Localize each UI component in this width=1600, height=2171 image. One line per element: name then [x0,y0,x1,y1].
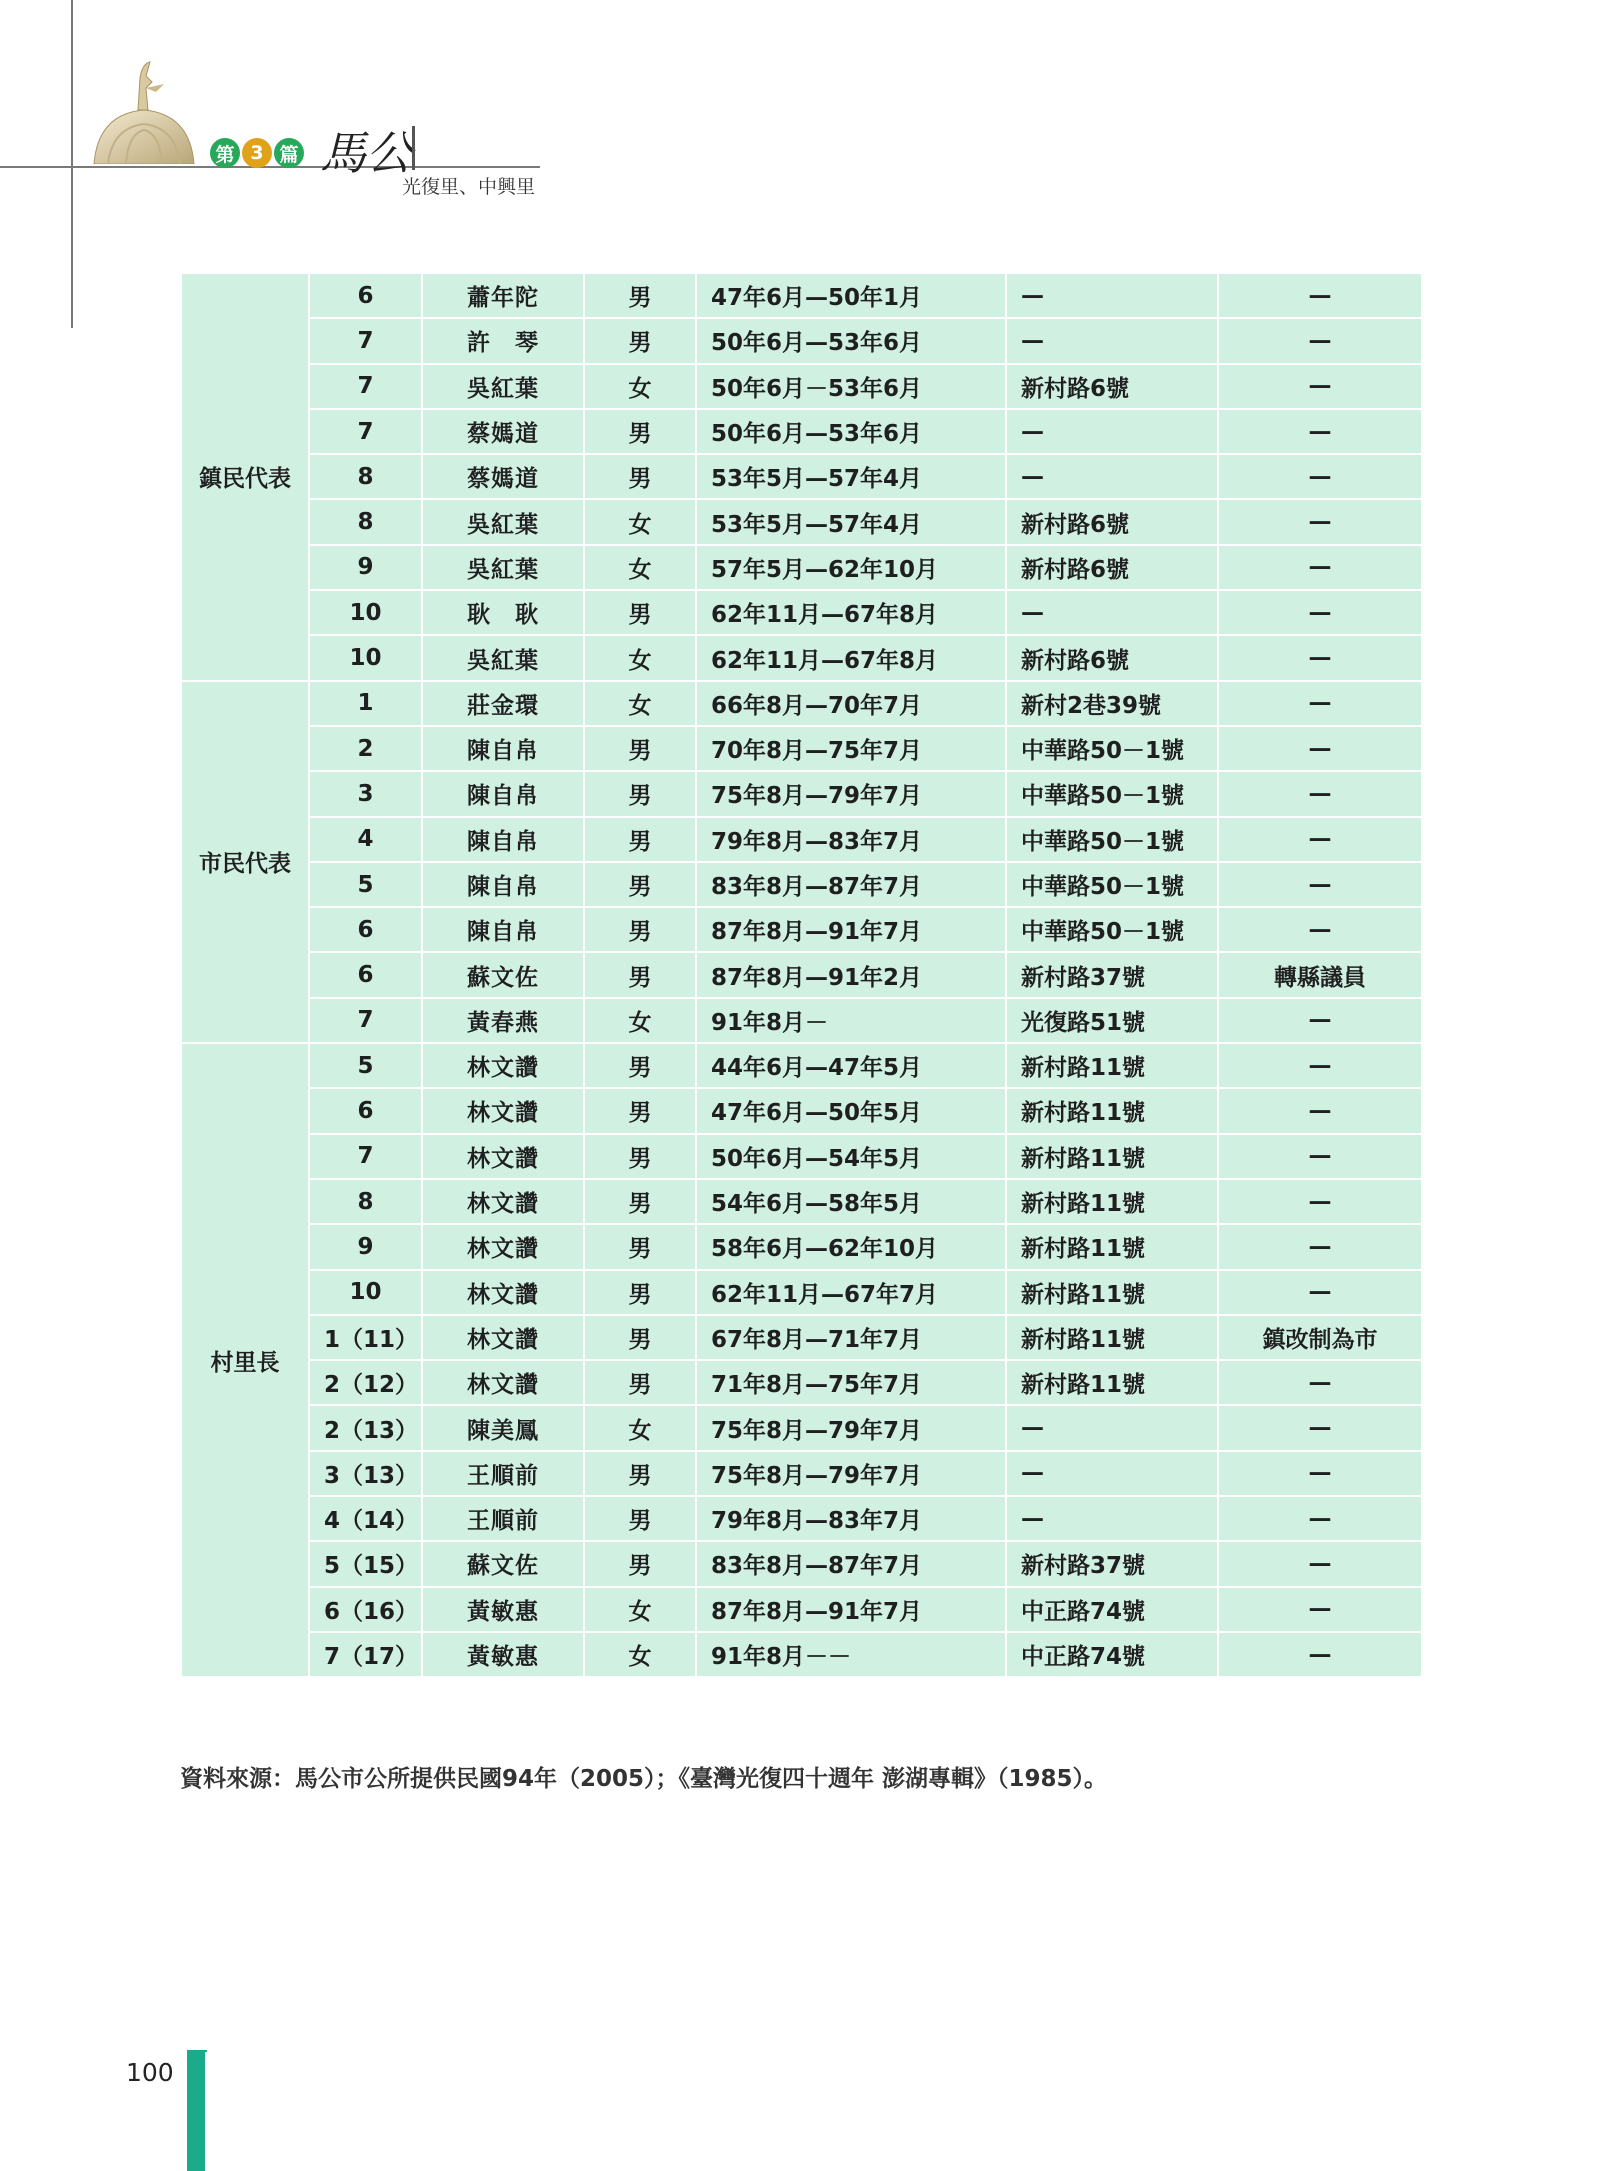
category-cell: 鎮民代表 [181,273,309,681]
address-cell: 新村路11號 [1006,1088,1218,1133]
term-cell: 6 [309,1088,422,1133]
name-cell: 陳自帛 [422,907,584,952]
sex-cell: 男 [584,862,696,907]
note-cell: — [1218,318,1422,363]
note-cell: — [1218,590,1422,635]
note-cell: — [1218,1224,1422,1269]
term-cell: 7 [309,1134,422,1179]
period-cell: 50年6月－53年6月 [696,364,1006,409]
term-cell: 7 [309,318,422,363]
note-cell: — [1218,771,1422,816]
address-cell: — [1006,318,1218,363]
chapter-prefix-badge: 第 [210,138,240,168]
sex-cell: 男 [584,273,696,318]
period-cell: 87年8月—91年2月 [696,952,1006,997]
address-cell: 新村路11號 [1006,1179,1218,1224]
name-cell: 莊金環 [422,681,584,726]
period-cell: 87年8月—91年7月 [696,1587,1006,1632]
term-cell: 6（16） [309,1587,422,1632]
table-row [181,590,1422,635]
term-cell: 6 [309,907,422,952]
table-row [181,364,1422,409]
term-cell: 7 [309,364,422,409]
table-row [181,409,1422,454]
sex-cell: 男 [584,1541,696,1586]
note-cell: — [1218,998,1422,1043]
category-cell: 市民代表 [181,681,309,1043]
note-cell: — [1218,1541,1422,1586]
note-cell: — [1218,273,1422,318]
term-cell: 6 [309,273,422,318]
sex-cell: 女 [584,681,696,726]
address-cell: — [1006,1451,1218,1496]
address-cell: 中正路74號 [1006,1587,1218,1632]
address-cell: — [1006,590,1218,635]
roster-table [180,272,1423,1678]
name-cell: 吳紅葉 [422,635,584,680]
address-cell: — [1006,409,1218,454]
note-cell: — [1218,862,1422,907]
sex-cell: 男 [584,454,696,499]
period-cell: 50年6月—53年6月 [696,318,1006,363]
note-cell: — [1218,1134,1422,1179]
term-cell: 8 [309,499,422,544]
sex-cell: 女 [584,635,696,680]
period-cell: 53年5月—57年4月 [696,499,1006,544]
table-row [181,1270,1422,1315]
period-cell: 50年6月—54年5月 [696,1134,1006,1179]
sex-cell: 男 [584,817,696,862]
note-cell: — [1218,1360,1422,1405]
note-cell: — [1218,409,1422,454]
table-row [181,273,1422,318]
period-cell: 91年8月－ [696,998,1006,1043]
name-cell: 林文讚 [422,1224,584,1269]
address-cell: 新村路37號 [1006,1541,1218,1586]
table-row [181,907,1422,952]
name-cell: 吳紅葉 [422,545,584,590]
name-cell: 蘇文佐 [422,952,584,997]
sex-cell: 男 [584,1224,696,1269]
address-cell: 中正路74號 [1006,1632,1218,1677]
term-cell: 4 [309,817,422,862]
term-cell: 1 [309,681,422,726]
period-cell: 50年6月—53年6月 [696,409,1006,454]
period-cell: 91年8月－－ [696,1632,1006,1677]
address-cell: 新村路11號 [1006,1224,1218,1269]
chapter-suffix-badge: 篇 [274,138,304,168]
address-cell: 新村路6號 [1006,364,1218,409]
page-number: 100 [126,2058,174,2087]
name-cell: 吳紅葉 [422,364,584,409]
name-cell: 吳紅葉 [422,499,584,544]
note-cell: 轉縣議員 [1218,952,1422,997]
monument-illustration [88,58,200,164]
period-cell: 79年8月—83年7月 [696,817,1006,862]
sex-cell: 男 [584,1270,696,1315]
period-cell: 75年8月—79年7月 [696,1405,1006,1450]
term-cell: 5（15） [309,1541,422,1586]
sex-cell: 女 [584,545,696,590]
period-cell: 67年8月—71年7月 [696,1315,1006,1360]
chapter-title-divider [412,126,415,170]
term-cell: 2（13） [309,1405,422,1450]
name-cell: 蘇文佐 [422,1541,584,1586]
term-cell: 9 [309,545,422,590]
sex-cell: 男 [584,952,696,997]
name-cell: 林文讚 [422,1043,584,1088]
name-cell: 蔡媽道 [422,454,584,499]
sex-cell: 男 [584,590,696,635]
note-cell: — [1218,1632,1422,1677]
sex-cell: 男 [584,1315,696,1360]
name-cell: 陳自帛 [422,817,584,862]
address-cell: 新村路11號 [1006,1360,1218,1405]
address-cell: 新村路11號 [1006,1270,1218,1315]
footer-accent-bar [187,2050,205,2171]
term-cell: 10 [309,1270,422,1315]
address-cell: 新村路11號 [1006,1043,1218,1088]
address-cell: 新村路6號 [1006,499,1218,544]
address-cell: 新村路6號 [1006,545,1218,590]
sex-cell: 女 [584,499,696,544]
roster-table-body [181,273,1422,1677]
sex-cell: 男 [584,409,696,454]
note-cell: — [1218,817,1422,862]
name-cell: 林文讚 [422,1315,584,1360]
period-cell: 75年8月—79年7月 [696,1451,1006,1496]
term-cell: 7（17） [309,1632,422,1677]
name-cell: 黃春燕 [422,998,584,1043]
period-cell: 57年5月—62年10月 [696,545,1006,590]
sex-cell: 男 [584,1088,696,1133]
term-cell: 2 [309,726,422,771]
term-cell: 7 [309,998,422,1043]
table-row [181,726,1422,771]
name-cell: 蔡媽道 [422,409,584,454]
table-row [181,862,1422,907]
name-cell: 陳自帛 [422,726,584,771]
chapter-number-badge: 3 [242,138,272,168]
period-cell: 53年5月—57年4月 [696,454,1006,499]
table-row [181,1541,1422,1586]
note-cell: — [1218,1451,1422,1496]
term-cell: 7 [309,409,422,454]
table-row [181,1088,1422,1133]
note-cell: — [1218,726,1422,771]
note-cell: — [1218,681,1422,726]
period-cell: 54年6月—58年5月 [696,1179,1006,1224]
term-cell: 8 [309,454,422,499]
sex-cell: 女 [584,998,696,1043]
period-cell: 83年8月—87年7月 [696,1541,1006,1586]
table-row [181,1496,1422,1541]
table-row [181,681,1422,726]
sex-cell: 男 [584,907,696,952]
table-row [181,952,1422,997]
table-row [181,1587,1422,1632]
period-cell: 47年6月—50年1月 [696,273,1006,318]
name-cell: 王順前 [422,1451,584,1496]
address-cell: 新村路37號 [1006,952,1218,997]
note-cell: — [1218,364,1422,409]
chapter-heading [210,126,412,180]
sex-cell: 男 [584,1451,696,1496]
table-row [181,1043,1422,1088]
period-cell: 47年6月—50年5月 [696,1088,1006,1133]
period-cell: 66年8月—70年7月 [696,681,1006,726]
sex-cell: 女 [584,1632,696,1677]
term-cell: 3 [309,771,422,816]
sex-cell: 男 [584,771,696,816]
name-cell: 耿 耿 [422,590,584,635]
address-cell: 中華路50－1號 [1006,771,1218,816]
source-note: 資料來源：馬公市公所提供民國94年（2005）；《臺灣光復四十週年 澎湖專輯》（1985）。 [180,1766,1108,1792]
address-cell: 中華路50－1號 [1006,726,1218,771]
sex-cell: 男 [584,318,696,363]
table-row [181,771,1422,816]
term-cell: 9 [309,1224,422,1269]
table-row [181,1632,1422,1677]
address-cell: 中華路50－1號 [1006,907,1218,952]
table-row [181,1179,1422,1224]
address-cell: — [1006,1496,1218,1541]
sex-cell: 男 [584,1043,696,1088]
sex-cell: 女 [584,1587,696,1632]
table-row [181,1224,1422,1269]
term-cell: 1（11） [309,1315,422,1360]
name-cell: 許 琴 [422,318,584,363]
note-cell: — [1218,1088,1422,1133]
term-cell: 6 [309,952,422,997]
note-cell: — [1218,454,1422,499]
table-row [181,1134,1422,1179]
note-cell: — [1218,635,1422,680]
term-cell: 5 [309,1043,422,1088]
sex-cell: 女 [584,364,696,409]
address-cell: — [1006,454,1218,499]
sex-cell: 女 [584,1405,696,1450]
period-cell: 70年8月—75年7月 [696,726,1006,771]
sex-cell: 男 [584,1179,696,1224]
period-cell: 71年8月—75年7月 [696,1360,1006,1405]
table-row [181,817,1422,862]
term-cell: 2（12） [309,1360,422,1405]
address-cell: 中華路50－1號 [1006,817,1218,862]
period-cell: 87年8月—91年7月 [696,907,1006,952]
name-cell: 林文讚 [422,1134,584,1179]
note-cell: — [1218,1496,1422,1541]
term-cell: 10 [309,635,422,680]
term-cell: 10 [309,590,422,635]
table-row [181,454,1422,499]
address-cell: 新村路11號 [1006,1315,1218,1360]
term-cell: 3（13） [309,1451,422,1496]
table-row [181,1451,1422,1496]
address-cell: 新村2巷39號 [1006,681,1218,726]
header-vertical-rule [71,0,73,328]
name-cell: 黃敏惠 [422,1632,584,1677]
note-cell: — [1218,1179,1422,1224]
address-cell: 新村路6號 [1006,635,1218,680]
table-row [181,318,1422,363]
table-row [181,499,1422,544]
name-cell: 陳自帛 [422,862,584,907]
note-cell: — [1218,499,1422,544]
name-cell: 王順前 [422,1496,584,1541]
table-row [181,1360,1422,1405]
note-cell: — [1218,1270,1422,1315]
section-subtitle: 光復里、中興里 [402,176,536,198]
table-row [181,1315,1422,1360]
address-cell: 新村路11號 [1006,1134,1218,1179]
category-cell: 村里長 [181,1043,309,1677]
sex-cell: 男 [584,1134,696,1179]
term-cell: 8 [309,1179,422,1224]
note-cell: — [1218,1405,1422,1450]
term-cell: 4（14） [309,1496,422,1541]
term-cell: 5 [309,862,422,907]
name-cell: 陳自帛 [422,771,584,816]
period-cell: 62年11月—67年8月 [696,590,1006,635]
note-cell: — [1218,1043,1422,1088]
note-cell: 鎮改制為市 [1218,1315,1422,1360]
table-row [181,635,1422,680]
address-cell: — [1006,1405,1218,1450]
address-cell: — [1006,273,1218,318]
sex-cell: 男 [584,726,696,771]
name-cell: 林文讚 [422,1179,584,1224]
period-cell: 83年8月—87年7月 [696,862,1006,907]
chapter-title: 馬公 [320,126,412,180]
table-row [181,1405,1422,1450]
note-cell: — [1218,907,1422,952]
name-cell: 蕭年陀 [422,273,584,318]
note-cell: — [1218,1587,1422,1632]
name-cell: 林文讚 [422,1270,584,1315]
period-cell: 79年8月—83年7月 [696,1496,1006,1541]
note-cell: — [1218,545,1422,590]
period-cell: 62年11月—67年8月 [696,635,1006,680]
sex-cell: 男 [584,1360,696,1405]
name-cell: 陳美鳳 [422,1405,584,1450]
table-row [181,998,1422,1043]
period-cell: 75年8月—79年7月 [696,771,1006,816]
period-cell: 62年11月—67年7月 [696,1270,1006,1315]
name-cell: 林文讚 [422,1360,584,1405]
address-cell: 中華路50－1號 [1006,862,1218,907]
name-cell: 黃敏惠 [422,1587,584,1632]
address-cell: 光復路51號 [1006,998,1218,1043]
name-cell: 林文讚 [422,1088,584,1133]
period-cell: 44年6月—47年5月 [696,1043,1006,1088]
table-row [181,545,1422,590]
period-cell: 58年6月—62年10月 [696,1224,1006,1269]
sex-cell: 男 [584,1496,696,1541]
